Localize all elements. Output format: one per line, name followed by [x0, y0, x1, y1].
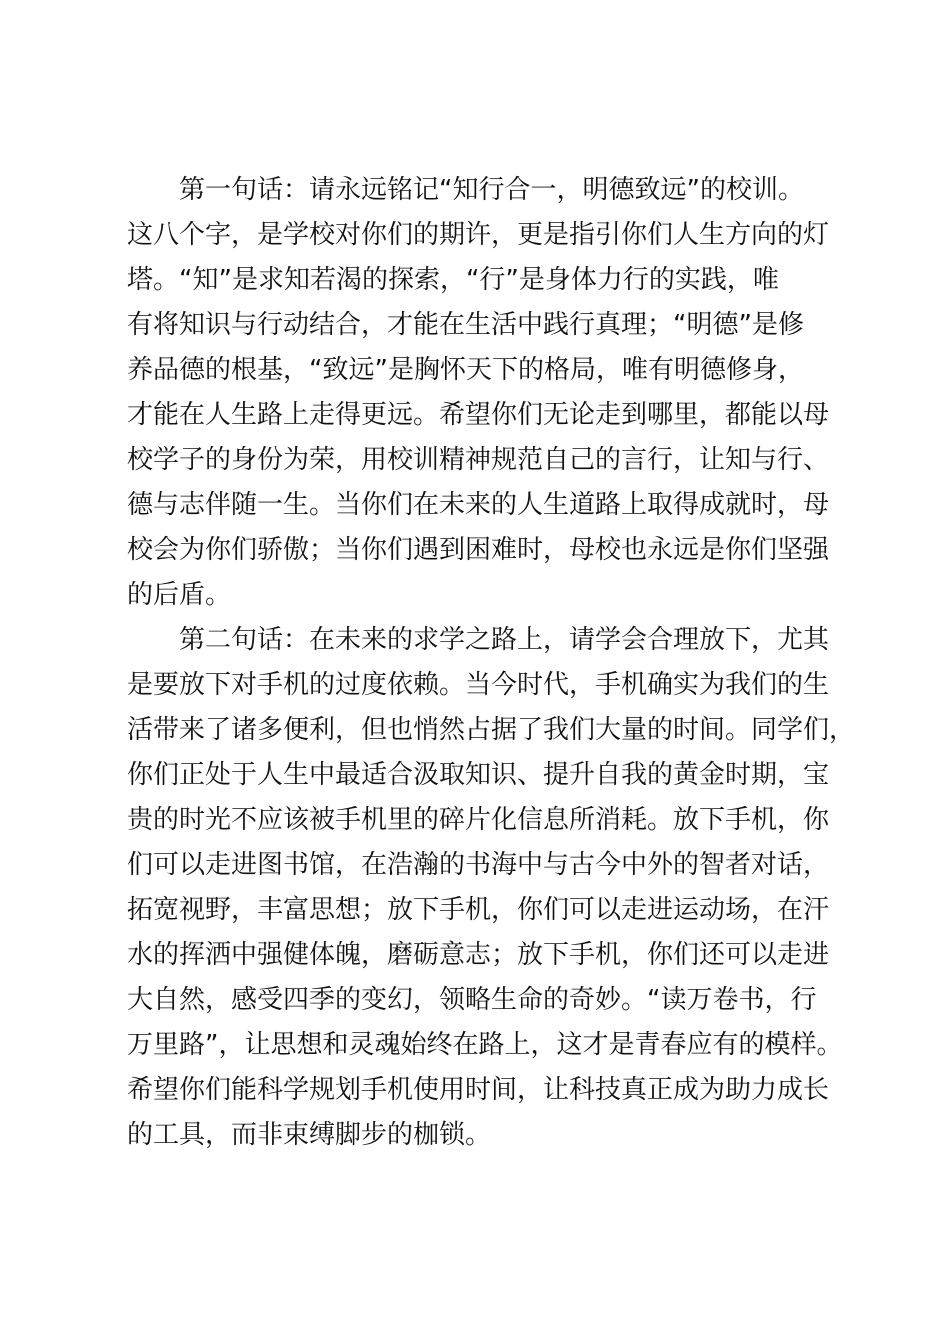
paragraph-line: 养品德的根基，“致远”是胸怀天下的格局，唯有明德修身，	[127, 355, 804, 385]
paragraph-line: 是要放下对手机的过度依赖。当今时代，手机确实为我们的生	[127, 670, 830, 700]
paragraph-line: 你们正处于人生中最适合汲取知识、提升自我的黄金时期，宝	[127, 760, 830, 790]
paragraph-line: 贵的时光不应该被手机里的碎片化信息所消耗。放下手机，你	[127, 805, 830, 835]
paragraph-line: 万里路”，让思想和灵魂始终在路上，这才是青春应有的模样。	[127, 1030, 843, 1060]
paragraph-line: 水的挥洒中强健体魄，磨砺意志；放下手机，你们还可以走进	[127, 940, 830, 970]
paragraph-line: 们可以走进图书馆，在浩瀚的书海中与古今中外的智者对话，	[127, 850, 830, 880]
paragraph-line: 这八个字，是学校对你们的期许，更是指引你们人生方向的灯	[127, 220, 830, 250]
paragraph-line: 德与志伴随一生。当你们在未来的人生道路上取得成就时，母	[127, 490, 830, 520]
paragraph-line: 才能在人生路上走得更远。希望你们无论走到哪里，都能以母	[127, 400, 830, 430]
paragraph-line: 有将知识与行动结合，才能在生活中践行真理；“明德”是修	[127, 310, 804, 340]
paragraph-line: 活带来了诸多便利，但也悄然占据了我们大量的时间。同学们，	[127, 715, 856, 745]
paragraph-line: 校学子的身份为荣，用校训精神规范自己的言行，让知与行、	[127, 445, 830, 475]
paragraph-line: 希望你们能科学规划手机使用时间，让科技真正成为助力成长	[127, 1075, 830, 1105]
document-body	[127, 168, 856, 1158]
paragraph-line: 的工具，而非束缚脚步的枷锁。	[127, 1120, 492, 1150]
paragraph-line: 塔。“知”是求知若渴的探索，“行”是身体力行的实践，唯	[127, 265, 779, 295]
paragraph-1	[127, 168, 833, 618]
paragraph-line: 大自然，感受四季的变幻，领略生命的奇妙。“读万卷书，行	[127, 985, 817, 1015]
paragraph-line: 的后盾。	[127, 580, 232, 610]
paragraph-line: 校会为你们骄傲；当你们遇到困难时，母校也永远是你们坚强	[127, 535, 830, 565]
paragraph-line: 拓宽视野，丰富思想；放下手机，你们可以走进运动场，在汗	[127, 895, 830, 925]
paragraph-line: 第一句话：请永远铭记“知行合一，明德致远”的校训。	[179, 175, 804, 205]
paragraph-2	[127, 618, 856, 1158]
paragraph-line: 第二句话：在未来的求学之路上，请学会合理放下，尤其	[179, 625, 830, 655]
